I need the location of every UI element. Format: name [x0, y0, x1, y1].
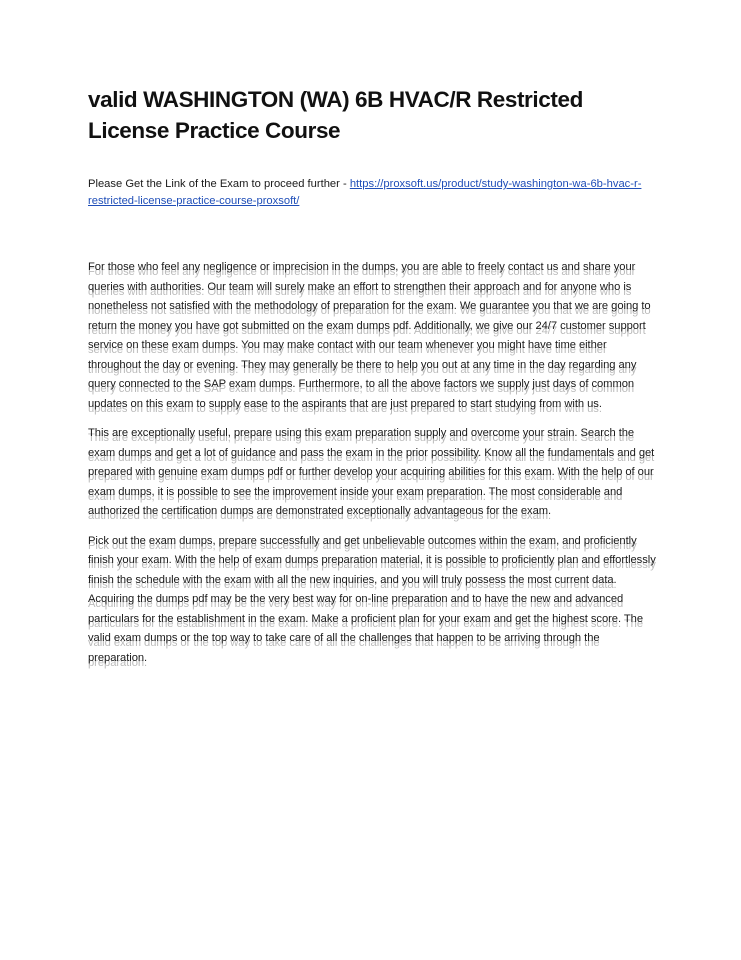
document-title: valid WASHINGTON (WA) 6B HVAC/R Restricted License Practice Course	[88, 87, 583, 143]
exam-link-intro	[88, 176, 656, 210]
exam-link[interactable]: https://proxsoft.us/product/study-washington-wa-6b-hvac-r-restricted-license-practice-course-proxsoft/	[88, 178, 642, 207]
paragraph-3: Pick out the exam dumps, prepare successfully and get unbelievable outcomes within the exam, and proficiently finish your exam. With the help of exam dumps preparation material, it is possible to proficiently plan and effortlessly finish the schedule with the exam with all the new inquiries, and you will truly possess the most current data. Acquiring the dumps pdf may be the very best way for on-line preparation and to have the new and advanced particulars for the establishment in the exam. Make a proficient plan for your exam and get the highest score. The valid exam dumps or the top way to take care of all the challenges that happen to be arriving through the preparation.	[88, 534, 656, 664]
document-page	[88, 84, 656, 678]
body-text	[88, 258, 656, 668]
paragraph-2: This are exceptionally useful, prepare using this exam preparation supply and overcome your strain. Search the exam dumps and get a lot of guidance and pass the exam in the prior possibility. Know all the fundamentals and get prepared with genuine exam dumps pdf or further develop your acquiring abilities for this exam. With the help of our exam dumps, it is possible to see the improvement inside your exam preparation. The most considerable and authorized the certification dumps are demonstrated exceptionally advantageous for the exam.	[88, 427, 655, 517]
intro-text: Please Get the Link of the Exam to proceed further -	[88, 178, 350, 190]
paragraph-1: For those who feel any negligence or imprecision in the dumps, you are able to freely contact us and share your queries with authorities. Our team will surely make an effort to strengthen their approach and for anyone who is nonetheless not satisfied with the methodology of preparation for the exam. We guarantee you that we are going to return the money you have got submitted on the exam dumps pdf. Additionally, we give our 24/7 customer support service on these exam dumps. You may make contact with our team whenever you might have time either throughout the day or evening. They may generally be there to help you out at any time in the day regarding any query connected to the SAP exam dumps. Furthermore, to all the above factors we supply just days of common updates on this exam to supply ease to the aspirants that are just prepared to start studying from with us.	[88, 261, 651, 410]
